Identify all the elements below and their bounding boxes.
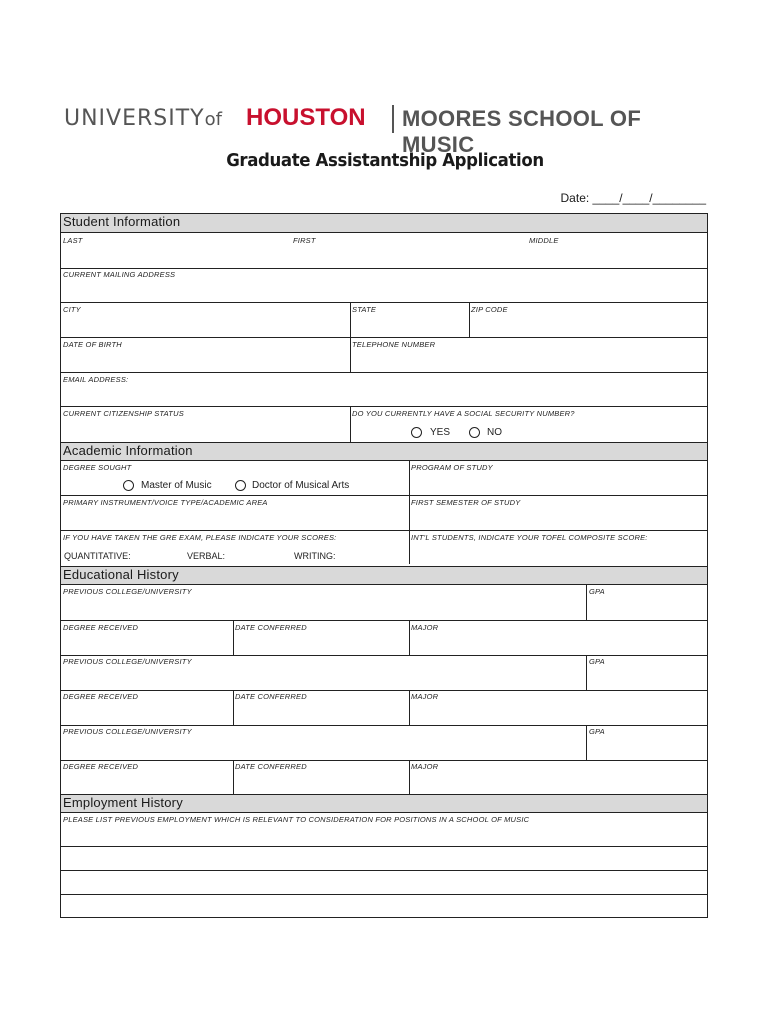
previous-college-label: PREVIOUS COLLEGE/UNIVERSITY — [63, 657, 192, 666]
divider — [469, 302, 470, 337]
university-logo — [60, 102, 710, 157]
email-label: EMAIL ADDRESS: — [63, 375, 129, 384]
master-of-music-label: Master of Music — [141, 480, 212, 491]
degree-received-label: DEGREE RECEIVED — [63, 692, 139, 701]
application-form — [60, 213, 708, 918]
last-name-label: LAST — [63, 236, 83, 245]
state-label: STATE — [352, 305, 377, 314]
section-student-information: Student Information — [61, 214, 707, 233]
date-of-birth-label: DATE OF BIRTH — [63, 340, 122, 349]
date-conferred-label: DATE CONFERRED — [235, 692, 307, 701]
divider — [61, 530, 707, 531]
major-label: MAJOR — [411, 762, 439, 771]
gpa-label: GPA — [589, 657, 605, 666]
ssn-question-label: DO YOU CURRENTLY HAVE A SOCIAL SECURITY NUMBER? — [352, 409, 575, 418]
verbal-label: VERBAL: — [187, 551, 226, 561]
doctor-of-musical-arts-label: Doctor of Musical Arts — [252, 480, 350, 491]
date-blank[interactable]: ____/____/________ — [592, 191, 706, 205]
zip-code-label: ZIP CODE — [471, 305, 508, 314]
section-educational-history: Educational History — [61, 566, 707, 585]
master-of-music-radio[interactable] — [123, 480, 134, 491]
divider — [61, 372, 707, 373]
quantitative-label: QUANTITATIVE: — [64, 551, 131, 561]
gre-scores-label: IF YOU HAVE TAKEN THE GRE EXAM, PLEASE INDICATE YOUR SCORES: — [63, 533, 337, 542]
divider — [61, 268, 707, 269]
divider — [61, 725, 707, 726]
employment-line[interactable] — [61, 894, 707, 895]
employment-line[interactable] — [61, 846, 707, 847]
gpa-label: GPA — [589, 587, 605, 596]
toefl-score-label: INT'L STUDENTS, INDICATE YOUR TOFEL COMPOSITE SCORE: — [411, 533, 648, 542]
divider — [350, 337, 351, 372]
employment-line[interactable] — [61, 870, 707, 871]
degree-received-label: DEGREE RECEIVED — [63, 623, 139, 632]
ssn-no-radio[interactable] — [469, 427, 480, 438]
divider — [586, 725, 587, 760]
divider — [233, 760, 234, 794]
date-field[interactable] — [561, 191, 706, 205]
divider — [61, 302, 707, 303]
degree-sought-label: DEGREE SOUGHT — [63, 463, 132, 472]
first-name-label: FIRST — [293, 236, 316, 245]
citizenship-label: CURRENT CITIZENSHIP STATUS — [63, 409, 184, 418]
middle-name-label: MIDDLE — [529, 236, 559, 245]
divider — [409, 690, 410, 725]
mailing-address-label: CURRENT MAILING ADDRESS — [63, 270, 176, 279]
ssn-yes-radio[interactable] — [411, 427, 422, 438]
divider — [586, 655, 587, 690]
divider — [350, 302, 351, 337]
writing-label: WRITING: — [294, 551, 336, 561]
major-label: MAJOR — [411, 623, 439, 632]
first-semester-label: FIRST SEMESTER OF STUDY — [411, 498, 521, 507]
ssn-yes-label: YES — [430, 427, 451, 438]
divider — [350, 406, 351, 442]
logo-university-text: UNIVERSITYof — [64, 106, 222, 131]
degree-received-label: DEGREE RECEIVED — [63, 762, 139, 771]
page-title: Graduate Assistantship Application — [226, 150, 544, 171]
gpa-label: GPA — [589, 727, 605, 736]
primary-instrument-label: PRIMARY INSTRUMENT/VOICE TYPE/ACADEMIC AREA — [63, 498, 268, 507]
program-of-study-label: PROGRAM OF STUDY — [411, 463, 493, 472]
logo-school-text: MOORES SCHOOL OF MUSIC — [402, 106, 642, 157]
ssn-no-label: NO — [487, 427, 502, 438]
divider — [61, 337, 707, 338]
divider — [586, 585, 587, 620]
doctor-of-musical-arts-radio[interactable] — [235, 480, 246, 491]
major-label: MAJOR — [411, 692, 439, 701]
divider — [61, 690, 707, 691]
employment-instruction-label: PLEASE LIST PREVIOUS EMPLOYMENT WHICH IS RELEVANT TO CONSIDERATION FOR POSITIONS IN A SCHOOL OF MUSIC — [63, 815, 530, 824]
previous-college-label: PREVIOUS COLLEGE/UNIVERSITY — [63, 727, 192, 736]
divider — [61, 620, 707, 621]
logo-divider — [392, 105, 394, 133]
divider — [409, 760, 410, 794]
telephone-label: TELEPHONE NUMBER — [352, 340, 436, 349]
divider — [61, 495, 707, 496]
city-label: CITY — [63, 305, 81, 314]
section-academic-information: Academic Information — [61, 442, 707, 461]
logo-houston-text: HOUSTON — [246, 104, 366, 131]
divider — [409, 620, 410, 655]
previous-college-label: PREVIOUS COLLEGE/UNIVERSITY — [63, 587, 192, 596]
divider — [409, 461, 410, 564]
date-conferred-label: DATE CONFERRED — [235, 762, 307, 771]
divider — [233, 620, 234, 655]
date-label: Date: — [560, 191, 590, 205]
divider — [61, 406, 707, 407]
divider — [61, 655, 707, 656]
divider — [61, 760, 707, 761]
divider — [233, 690, 234, 725]
date-conferred-label: DATE CONFERRED — [235, 623, 307, 632]
section-employment-history: Employment History — [61, 794, 707, 813]
